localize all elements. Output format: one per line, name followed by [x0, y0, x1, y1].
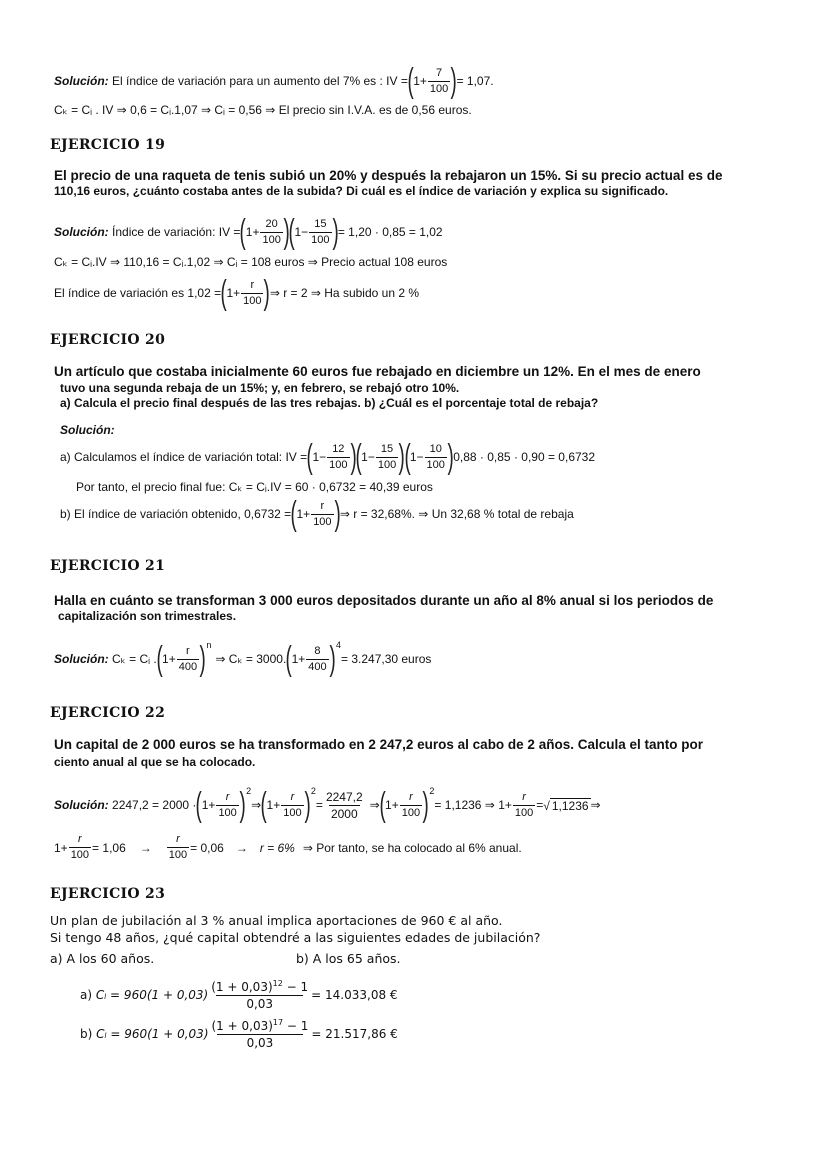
ej22-question-line2: ciento anual al que se ha colocado.: [54, 755, 256, 769]
fraction-r-100: $\frac{r}{100}$: [243, 278, 262, 307]
ej19-question-line1: El precio de una raqueta de tenis subió un 20% y después la rebajaron un 15%. Si su precio actual es de: [54, 168, 723, 183]
ej18-solution-line1: Solución: El índice de variación para un aumento del 7% es : IV = ( 1+ $\frac{7}{100}$ ) = 1,07.: [54, 62, 494, 100]
fraction-2247-2000: $\frac{2247,2}{2000}$: [325, 789, 363, 821]
ej20-solution-a: a) Calculamos el índice de variación total: IV = ( 1− $\frac{12}{100}$ ) ( 1− $\frac{15}{100}$ ) ( 1− $\frac{10}{100}$ ) 0,88 · 0,85 · 0,90 = 0,6732: [60, 438, 596, 476]
ej19-solution-line2: Cₖ = Cᵢ.IV ⇒ 110,16 = Cᵢ.1,02 ⇒ Cᵢ = 108 euros ⇒ Precio actual 108 euros: [54, 255, 448, 269]
fraction-10-100: $\frac{10}{100}$: [426, 442, 445, 471]
ej20-question-line1: Un artículo que costaba inicialmente 60 euros fue rebajado en diciembre un 12%. En el mes de enero: [54, 364, 701, 379]
solution-label: Solución:: [54, 74, 109, 88]
ej21-question-line2: capitalización son trimestrales.: [58, 609, 237, 623]
ej21-question-line1: Halla en cuánto se transforman 3 000 euros depositados durante un año al 8% anual si los periodos de: [54, 593, 714, 608]
result: = 1,20 · 0,85 = 1,02: [337, 225, 443, 239]
ej23-option-a: a) A los 60 años.: [50, 951, 155, 966]
fraction-15-100: $\frac{15}{100}$: [377, 442, 397, 471]
ej21-solution: Solución: Cₖ = Cᵢ . ( 1+ $\frac{r}{400}$ ) $^n$ ⇒ Cₖ = 3000. ( 1+ $\frac{8}{400}$ ) $^4$ = 3.247,30 euros: [54, 639, 432, 678]
heading-ejercicio-19: EJERCICIO 19: [50, 137, 166, 153]
ej22-solution-line1: Solución: 2247,2 = 2000 · ( 1+ $\frac{r}{100}$ ) $^2$ ⇒ ( 1+ $\frac{r}{100}$ ) $^2$ = $\frac{2247,2}{2000}$ ⇒ ( 1+ $\frac{r}{100}$ ) $^2$ = 1,1236 ⇒ 1+ $\frac{r}{100}$ = √ 1,1236 ⇒: [54, 785, 601, 824]
ej23-option-b: b) A los 65 años.: [296, 951, 401, 966]
heading-ejercicio-23: EJERCICIO 23: [50, 886, 166, 902]
fraction-15-100: $\frac{15}{100}$: [311, 217, 330, 246]
ej22-solution-line2: 1+ $\frac{r}{100}$ = 1,06 → $\frac{r}{100}$ = 0,06 → r = 6% ⇒ Por tanto, se ha colocado al 6% anual.: [54, 833, 522, 861]
one-plus: 1+: [413, 74, 427, 88]
ej20-final-price: Por tanto, el precio final fue: Cₖ = Cᵢ.IV = 60 · 0,6732 = 40,39 euros: [76, 480, 433, 494]
fraction-20-100: $\frac{20}{100}$: [262, 217, 281, 246]
ej23-solution-b: b) Cₗ = 960(1 + 0,03) $\frac{(1 + 0,03)^{17} - 1}{0,03}$ = 21.517,86 €: [80, 1018, 398, 1050]
ej20-question-line3: a) Calcula el precio final después de las tres rebajas. b) ¿Cuál es el porcentaje total de rebaja?: [60, 396, 599, 410]
ej20-solution-label: Solución:: [60, 423, 115, 437]
ej19-solution-line1: Solución: Índice de variación: IV = ( 1+ $\frac{20}{100}$ ) ( 1− $\frac{15}{100}$ ) = 1,20 · 0,85 = 1,02: [54, 213, 443, 251]
fraction-8-400: $\frac{8}{400}$: [308, 644, 327, 673]
fraction-7-100: $\frac{7}{100}$: [429, 66, 449, 95]
sqrt-1-1236: √ 1,1236: [543, 799, 589, 813]
solution-label: Solución:: [54, 798, 109, 812]
solution-text: El índice de variación para un aumento del 7% es : IV =: [112, 74, 408, 88]
ej23-solution-a: a) Cₗ = 960(1 + 0,03) $\frac{(1 + 0,03)^{12} - 1}{0,03}$ = 14.033,08 €: [80, 979, 398, 1011]
ej20-question-line2: tuvo una segunda rebaja de un 15%; y, en febrero, se rebajó otro 10%.: [60, 381, 460, 395]
annuity-fraction-a: $\frac{(1 + 0,03)^{12} - 1}{0,03}$: [211, 979, 309, 1011]
heading-ejercicio-22: EJERCICIO 22: [50, 705, 166, 721]
result: = 1,07.: [456, 74, 494, 88]
ej22-question-line1: Un capital de 2 000 euros se ha transformado en 2 247,2 euros al cabo de 2 años. Calcula el tanto por: [54, 737, 703, 752]
ej18-solution-line2: Cₖ = Cᵢ . IV ⇒ 0,6 = Cᵢ.1,07 ⇒ Cᵢ = 0,56 ⇒ El precio sin I.V.A. es de 0,56 euros.: [54, 103, 472, 117]
solution-label: Solución:: [54, 225, 109, 239]
solution-label: Solución:: [54, 652, 109, 666]
ej20-solution-b: b) El índice de variación obtenido, 0,6732 = ( 1+ $\frac{r}{100}$ ) ⇒ r = 32,68%. ⇒ Un 32,68 % total de rebaja: [60, 495, 574, 533]
solution-text: Índice de variación: IV =: [112, 225, 241, 239]
fraction-r-400: $\frac{r}{400}$: [178, 644, 198, 673]
heading-ejercicio-20: EJERCICIO 20: [50, 332, 166, 348]
ej23-question-line2: Si tengo 48 años, ¿qué capital obtendré a las siguientes edades de jubilación?: [50, 930, 541, 945]
fraction-12-100: $\frac{12}{100}$: [329, 442, 348, 471]
heading-ejercicio-21: EJERCICIO 21: [50, 558, 166, 574]
fraction-r-100: $\frac{r}{100}$: [313, 499, 332, 528]
annuity-fraction-b: $\frac{(1 + 0,03)^{17} - 1}{0,03}$: [211, 1018, 309, 1050]
ej19-solution-line3: El índice de variación es 1,02 = ( 1+ $\frac{r}{100}$ ) ⇒ r = 2 ⇒ Ha subido un 2 %: [54, 274, 419, 312]
ej23-question-line1: Un plan de jubilación al 3 % anual implica aportaciones de 960 € al año.: [50, 913, 503, 928]
ej19-question-line2: 110,16 euros, ¿cuánto costaba antes de la subida? Di cuál es el índice de variación y explica su significado.: [54, 184, 669, 198]
